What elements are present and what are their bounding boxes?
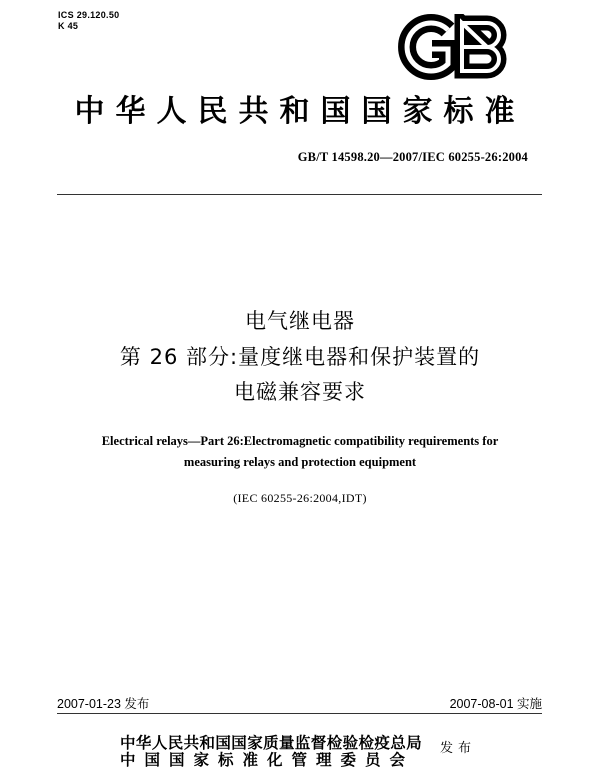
gb-logo-icon [392,14,514,80]
issuer-line-2: 中国国家标准化管理委员会 [120,750,415,769]
implementation-date: 2007-08-01 实施 [449,697,542,711]
chinese-title-line-1: 电气继电器 [245,309,355,333]
english-title-line-1: Electrical relays—Part 26:Electromagnetic compatibility requirements for [101,434,499,448]
top-divider [57,194,542,195]
chinese-title-line-2: 第 26 部分:量度继电器和保护装置的 [119,345,481,369]
equivalence-note: (IEC 60255-26:2004,IDT) [233,491,367,505]
publish-label: 发布 [440,741,477,756]
ics-code: ICS 29.120.50 [58,10,120,20]
standard-category-title: 中华人民共和国国家标准 [74,94,526,129]
k-code: K 45 [58,21,79,31]
bottom-divider [57,713,542,714]
english-title-line-2: measuring relays and protection equipment [183,455,417,469]
issue-date: 2007-01-23 发布 [57,697,150,711]
standard-number: GB/T 14598.20—2007/IEC 60255-26:2004 [297,150,528,164]
gb-logo-graphic [392,14,514,80]
issuer-line-1: 中华人民共和国国家质量监督检验检疫总局 [120,733,423,752]
chinese-title-line-3: 电磁兼容要求 [234,380,366,404]
